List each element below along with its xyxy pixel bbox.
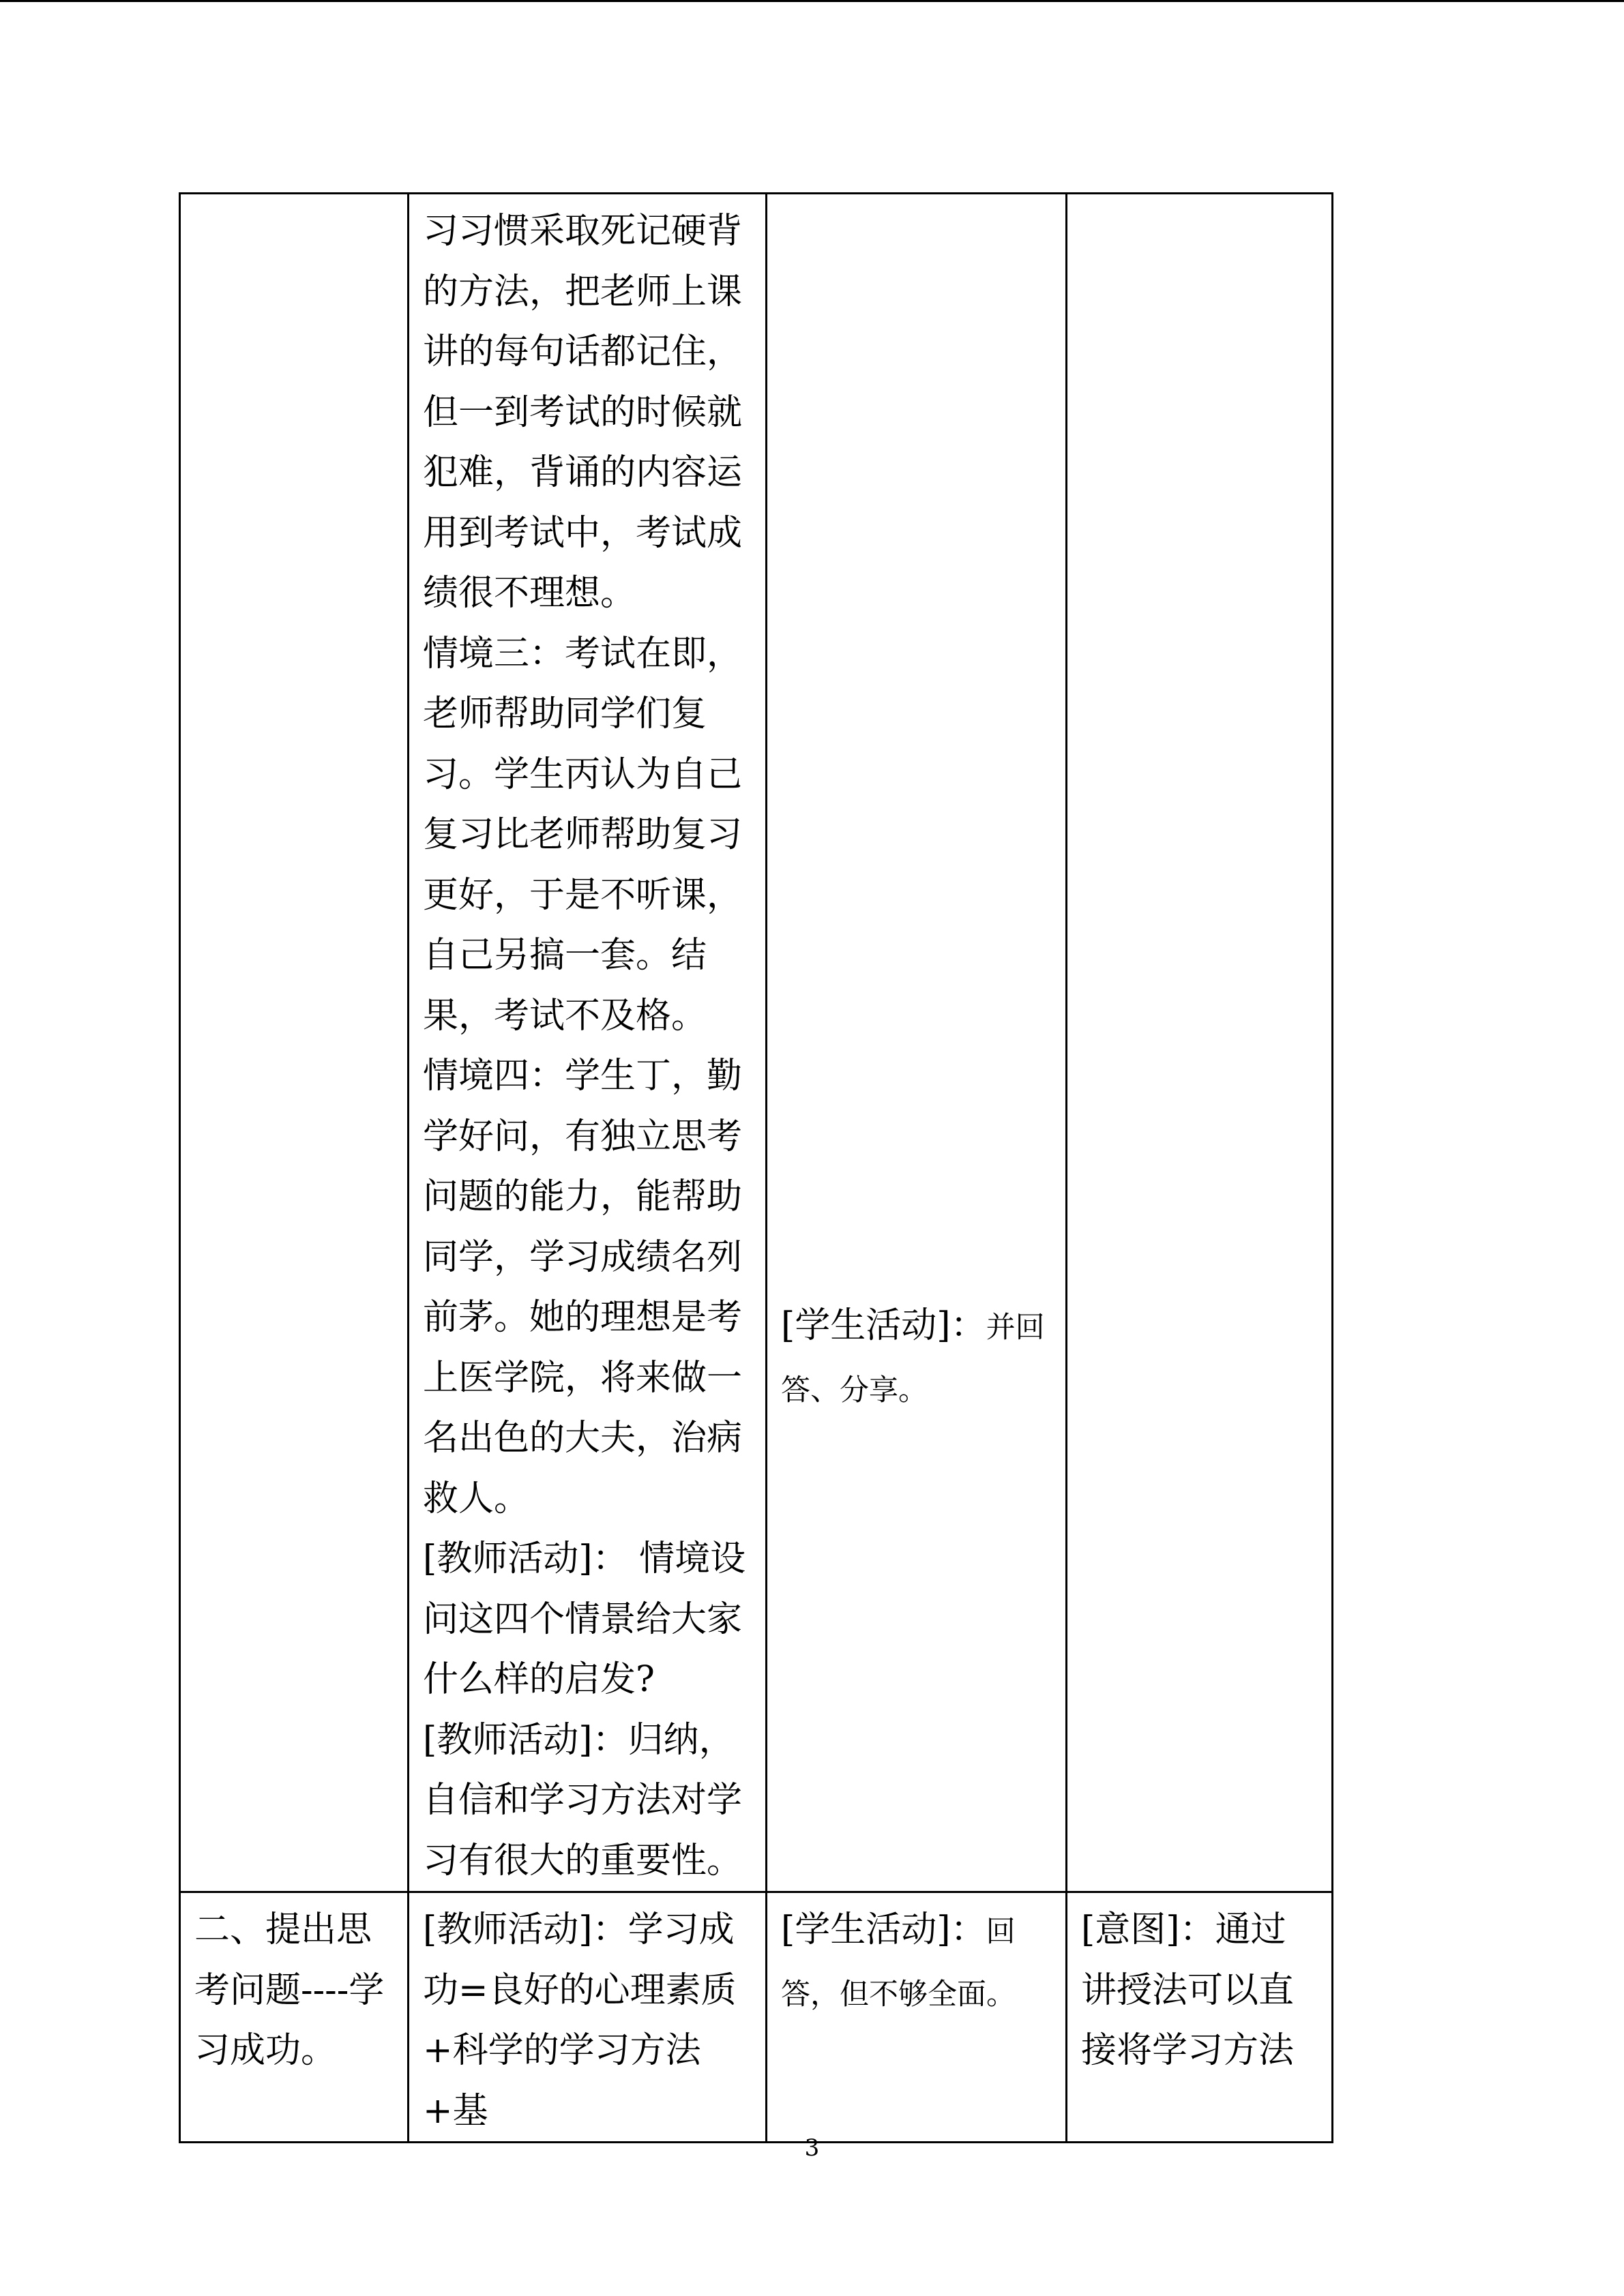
page-number: 3 [804, 2134, 820, 2162]
scenario-two-continued: 习习惯采取死记硬背的方法，把老师上课讲的每句话都记住，但一到考试的时候就犯难，背诵的内容运用到考试中，考试成绩很不理想。 [423, 211, 743, 614]
table-row [180, 194, 1333, 1892]
student-activity-text: 并回答、分享。 [781, 1311, 1045, 1407]
student-activity-cell [767, 1892, 1067, 2143]
student-activity-cell [767, 194, 1067, 1892]
teacher-content-cell [409, 194, 767, 1892]
top-border-line [0, 0, 1624, 2]
student-activity-text: 回答，但不够全面。 [781, 1915, 1016, 2012]
scenario-three: 情境三：考试在即，老师帮助同学们复习。学生丙认为自己复习比老师帮助复习更好，于是不听课，自己另搞一套。结果，考试不及格。 [423, 633, 743, 1037]
table-row [180, 1892, 1333, 2143]
stage-cell: 二、提出思考问题----学习成功。 [180, 1892, 409, 2143]
stage-cell [180, 194, 409, 1892]
intent-cell: [意图]：通过讲授法可以直接将学习方法 [1067, 1892, 1333, 2143]
lesson-plan-table [179, 192, 1333, 2143]
student-activity-label: [学生活动]： [781, 1909, 986, 1950]
teacher-content-cell: [教师活动]：学习成功=良好的心理素质+科学的学习方法+基 [409, 1892, 767, 2143]
scenario-four: 情境四：学生丁，勤学好问，有独立思考问题的能力，能帮助同学，学习成绩名列前茅。她的理想是考上医学院，将来做一名出色的大夫，治病救人。 [423, 1056, 743, 1519]
student-activity-label: [学生活动]： [781, 1305, 986, 1346]
teacher-activity-question: [教师活动]： 情境设问这四个情景给大家什么样的启发? [423, 1538, 746, 1700]
teacher-activity-summary: [教师活动]：归纳，自信和学习方法对学习有很大的重要性。 [423, 1719, 743, 1881]
intent-cell [1067, 194, 1333, 1892]
cell-spacer [781, 201, 1052, 1296]
